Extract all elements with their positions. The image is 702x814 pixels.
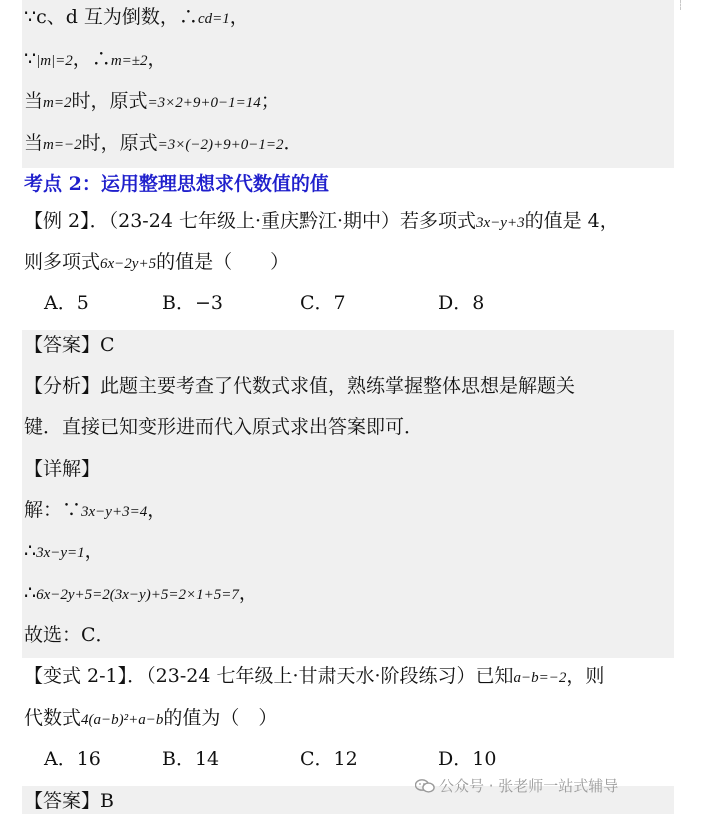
option-c: C．7 (300, 292, 346, 314)
section-heading: 考点 2：运用整理思想求代数值的值 (24, 173, 329, 195)
wechat-icon (415, 779, 435, 793)
solution-line-3: 当m=2时，原式=3×2+9+0−1=14； (24, 90, 280, 112)
solution-line-4: 当m=−2时，原式=3×(−2)+9+0−1=2． (24, 132, 303, 154)
example-2-line-1: 【例 2】．（23-24 七年级上·重庆黔江·期中）若多项式3x−y+3的值是 4， (24, 210, 619, 232)
detail-step-3: ∴6x−2y+5=2(3x−y)+5=2×1+5=7， (24, 582, 258, 604)
answer-label: 【答案】C (24, 334, 115, 356)
page-edge-marker (680, 0, 681, 10)
detail-step-1: 解：∵3x−y+3=4， (24, 499, 167, 521)
option-d: D．8 (438, 292, 485, 314)
watermark (415, 775, 618, 796)
variant-2-1-line-1: 【变式 2-1】．（23-24 七年级上·甘肃天水·阶段练习）已知a−b=−2，则 (24, 665, 605, 687)
example-2-line-2: 则多项式6x−2y+5的值是（ ） (24, 251, 290, 273)
variant-2-1-line-2: 代数式4(a−b)²+a−b的值为（ ） (24, 707, 278, 729)
watermark-text: 公众号 · 张老师一站式辅导 (439, 777, 619, 795)
math-cd: cd=1 (197, 11, 230, 27)
option-b: B．−3 (162, 292, 223, 314)
analysis-line-1: 【分析】此题主要考查了代数式求值，熟练掌握整体思想是解题关 (24, 375, 576, 397)
option-b: B．14 (162, 748, 220, 770)
option-a: A．5 (44, 292, 89, 314)
detail-step-2: ∴3x−y=1， (24, 540, 104, 562)
solution-line-2: ∵|m|=2，∴m=±2， (24, 48, 167, 70)
analysis-line-2: 键．直接已知变形进而代入原式求出答案即可． (24, 416, 424, 438)
variant-answer-label: 【答案】B (24, 790, 114, 812)
option-a: A．16 (44, 748, 101, 770)
option-d: D．10 (438, 748, 497, 770)
detail-label: 【详解】 (24, 458, 101, 480)
choice-line: 故选：C． (24, 624, 115, 646)
solution-line-1: ∵c、d 互为倒数，∴cd=1， (24, 6, 249, 28)
option-c: C．12 (300, 748, 358, 770)
